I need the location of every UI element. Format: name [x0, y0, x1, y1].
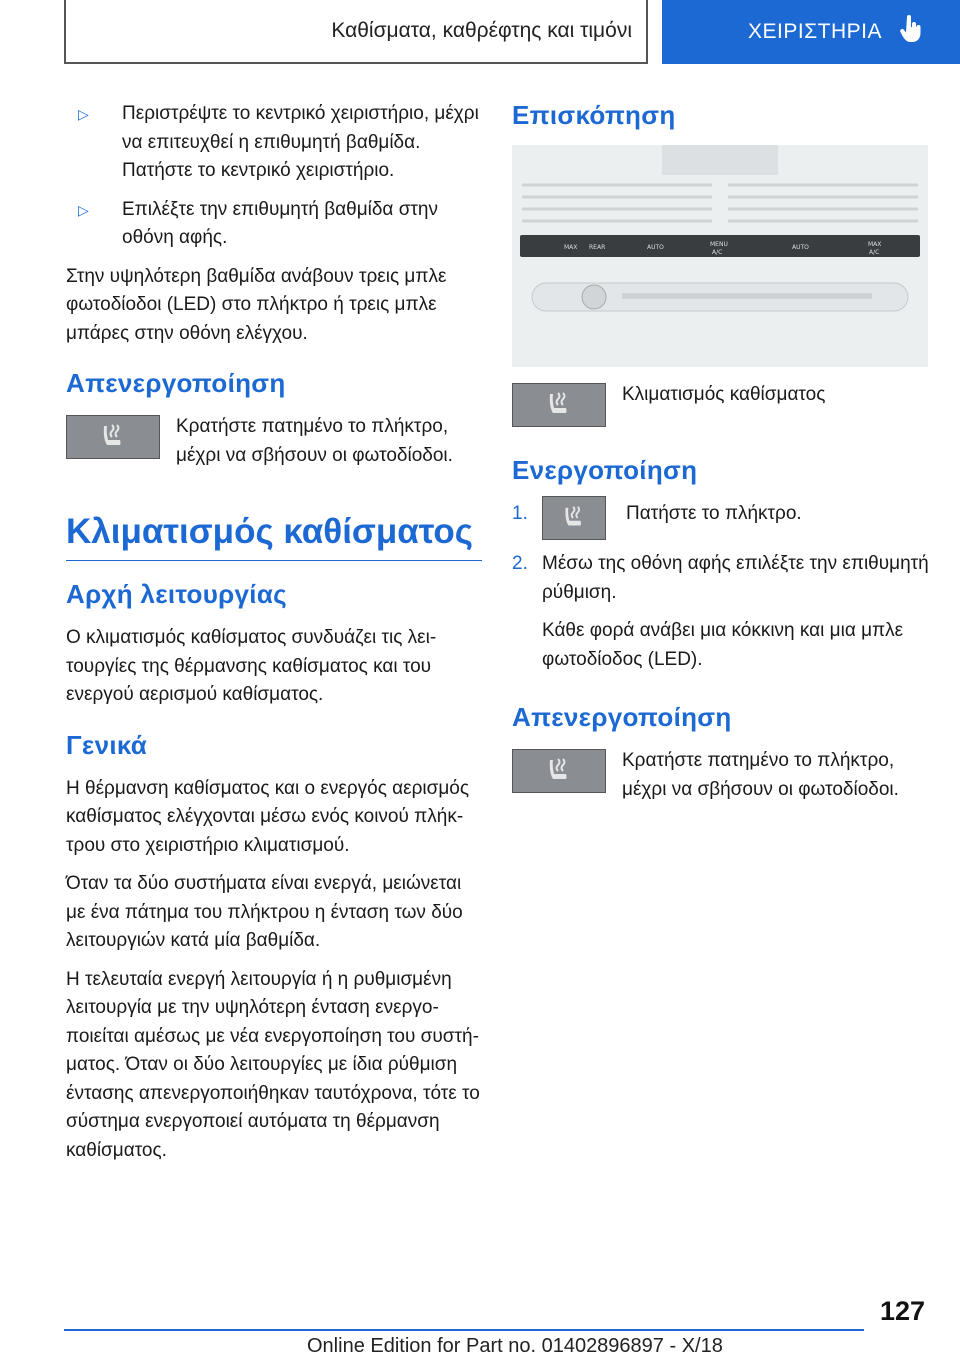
pointing-hand-icon: [900, 15, 922, 49]
climate-panel-photo: [512, 145, 928, 367]
deactivation-heading: Απενεργοποίηση: [66, 368, 286, 398]
panel-label: AUTO: [792, 244, 809, 251]
principle-heading: Αρχή λειτουργίας: [66, 579, 287, 609]
seat-climate-button-icon: [542, 496, 606, 540]
paragraph: Στην υψηλότερη βαθμίδα ανάβουν τρεις μπλε φωτοδίοδοι (LED) στο πλήκτρο ή τρεις μπλε μπάρες στην οθόνη ελέγχου.: [66, 265, 447, 344]
deactivation-row: Κρατήστε πατημένο το πλήκτρο, μέχρι να σβήσουν οι φωτοδίοδοι.: [66, 413, 482, 470]
panel-label: MAX: [564, 244, 578, 251]
list-item: ▷ Περιστρέψτε το κεντρικό χειριστήριο, μέχρι να επιτευχθεί η επιθυμητή βαθμίδα. Πατήστε το κεντρικό χειριστήριο.: [66, 100, 482, 186]
step-item: 1. Πατήστε το πλήκτρο.: [512, 500, 930, 540]
triangle-bullet-icon: ▷: [78, 201, 89, 218]
triangle-bullet-icon: ▷: [78, 106, 89, 122]
chapter-title: Κλιματισμός καθίσματος: [66, 512, 482, 561]
step-item: 2. Μέσω της οθόνη αφής επιλέξτε την επιθυμητή ρύθμιση.: [512, 553, 929, 603]
footer-divider: [64, 1329, 864, 1331]
seat-climate-button-icon: [512, 749, 606, 793]
panel-label: MENU: [710, 241, 728, 248]
icon-caption-row: Κλιματισμός καθίσματος: [512, 381, 930, 427]
seat-climate-button-icon: [512, 383, 606, 427]
activation-heading: Ενεργοποίηση: [512, 455, 698, 485]
panel-label: A/C: [712, 249, 723, 256]
general-heading: Γενικά: [66, 729, 148, 760]
paragraph: Η θέρμανση καθίσματος και ο ενεργός αερισμός καθίσματος ελέγχονται μέσω ενός κοινού πλήκτρου στο χειριστήριο κλιματισμού.: [66, 777, 470, 856]
right-column: [512, 100, 930, 814]
panel-label: REAR: [589, 244, 606, 251]
list-item: ▷ Επιλέξτε την επιθυμητή βαθμίδα στην οθόνη αφής.: [66, 196, 482, 253]
paragraph: Η τελευταία ενεργή λειτουργία ή η ρυθμισμένη λειτουργία με την υψηλότερη ένταση ενεργοποιείται αμέσως με νέα ενεργοποίηση του συστήματος. Όταν οι δύο λειτουργίες με ίδια ρύθμιση έντασης απενεργοποιήθηκαν ταυτόχρονα, τότε το σύστημα ενεργοποιεί αυτόματα τη θέρμανση καθίσματος.: [66, 968, 480, 1161]
header-section: [662, 0, 960, 64]
panel-label: MAX: [868, 241, 882, 248]
left-column: [66, 100, 482, 1175]
step-note: Κάθε φορά ανάβει μια κόκκινη και μια μπλε φωτοδίοδος (LED).: [542, 620, 904, 670]
header-section-label: ΧΕΙΡΙΣΤΗΡΙΑ: [747, 20, 882, 43]
edition-note: Online Edition for Part no. 01402896897 - X/18: [307, 1335, 723, 1357]
deactivation-heading: Απενεργοποίηση: [512, 702, 732, 732]
paragraph: Ο κλιματισμός καθίσματος συνδυάζει τις λειτουργίες της θέρμανσης καθίσματος και του ενεργού αερισμού καθίσματος.: [66, 627, 437, 705]
deactivation-row: Κρατήστε πατημένο το πλήκτρο, μέχρι να σβήσουν οι φωτοδίοδοι.: [512, 747, 930, 804]
panel-label: A/C: [869, 249, 880, 256]
page-number: 127: [880, 1296, 926, 1326]
overview-heading: Επισκόπηση: [512, 100, 676, 130]
panel-label: AUTO: [647, 244, 664, 251]
header-chapter: Καθίσματα, καθρέφτης και τιμόνι: [64, 0, 648, 64]
paragraph: Όταν τα δύο συστήματα είναι ενεργά, μειώνεται με ένα πάτημα του πλήκτρου η ένταση των δύο λειτουργιών κατά μία βαθμίδα.: [66, 873, 463, 951]
seat-climate-button-icon: [66, 415, 160, 459]
